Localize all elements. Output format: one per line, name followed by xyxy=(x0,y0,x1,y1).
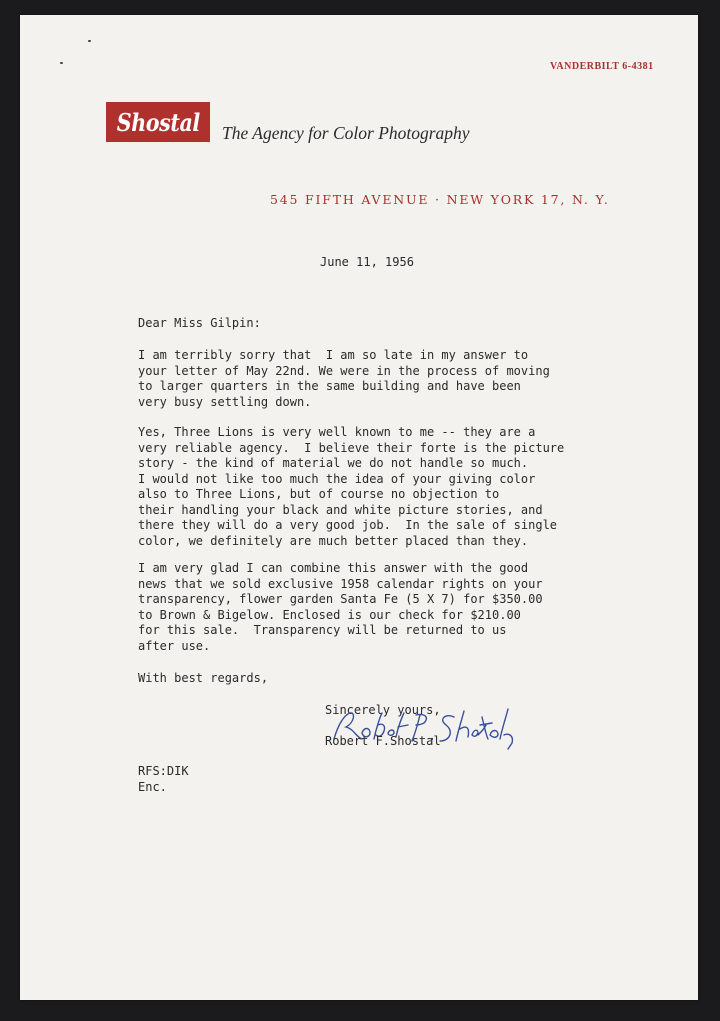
paper-mark xyxy=(60,62,63,64)
enclosure-note: Enc. xyxy=(138,780,167,794)
letter-date: June 11, 1956 xyxy=(320,255,414,269)
letterhead-address: 545 FIFTH AVENUE · NEW YORK 17, N. Y. xyxy=(270,192,610,207)
letter-closing: With best regards, xyxy=(138,671,269,685)
letter-salutation: Dear Miss Gilpin: xyxy=(138,316,261,330)
signer-name: Robert F.Shostal xyxy=(325,734,441,748)
company-logo xyxy=(106,102,210,142)
letter-paragraph-1: I am terribly sorry that I am so late in my answer to your letter of May 22nd. We were in the process of moving to larger quarters in the same building and have been very busy settling down. xyxy=(138,348,550,409)
typist-initials: RFS:DIK xyxy=(138,764,189,778)
letterhead-tagline: The Agency for Color Photography xyxy=(222,123,470,143)
paper-mark xyxy=(88,40,91,42)
letterhead-phone: VANDERBILT 6-4381 xyxy=(550,61,654,72)
letter-paragraph-2: Yes, Three Lions is very well known to me -- they are a very reliable agency. I believe their forte is the picture story - the kind of material we do not handle so much. I would not like too much the idea of your giving color also to Three Lions, but of course no objection to their handling your black and white picture stories, and there they will do a very good job. In the sale of single color, we definitely are much better placed than they. xyxy=(138,425,565,548)
letter-page xyxy=(20,15,698,1000)
letter-paragraph-3: I am very glad I can combine this answer with the good news that we sold exclusive 1958 calendar rights on your transparency, flower garden Santa Fe (5 X 7) for $350.00 to Brown & Bigelow. Enclosed is our check for $210.00 for this sale. Transparency will be returned to us after use. xyxy=(138,561,543,653)
letter-sign-off: Sincerely yours, xyxy=(325,703,441,717)
logo-text: Shostal xyxy=(116,107,200,137)
